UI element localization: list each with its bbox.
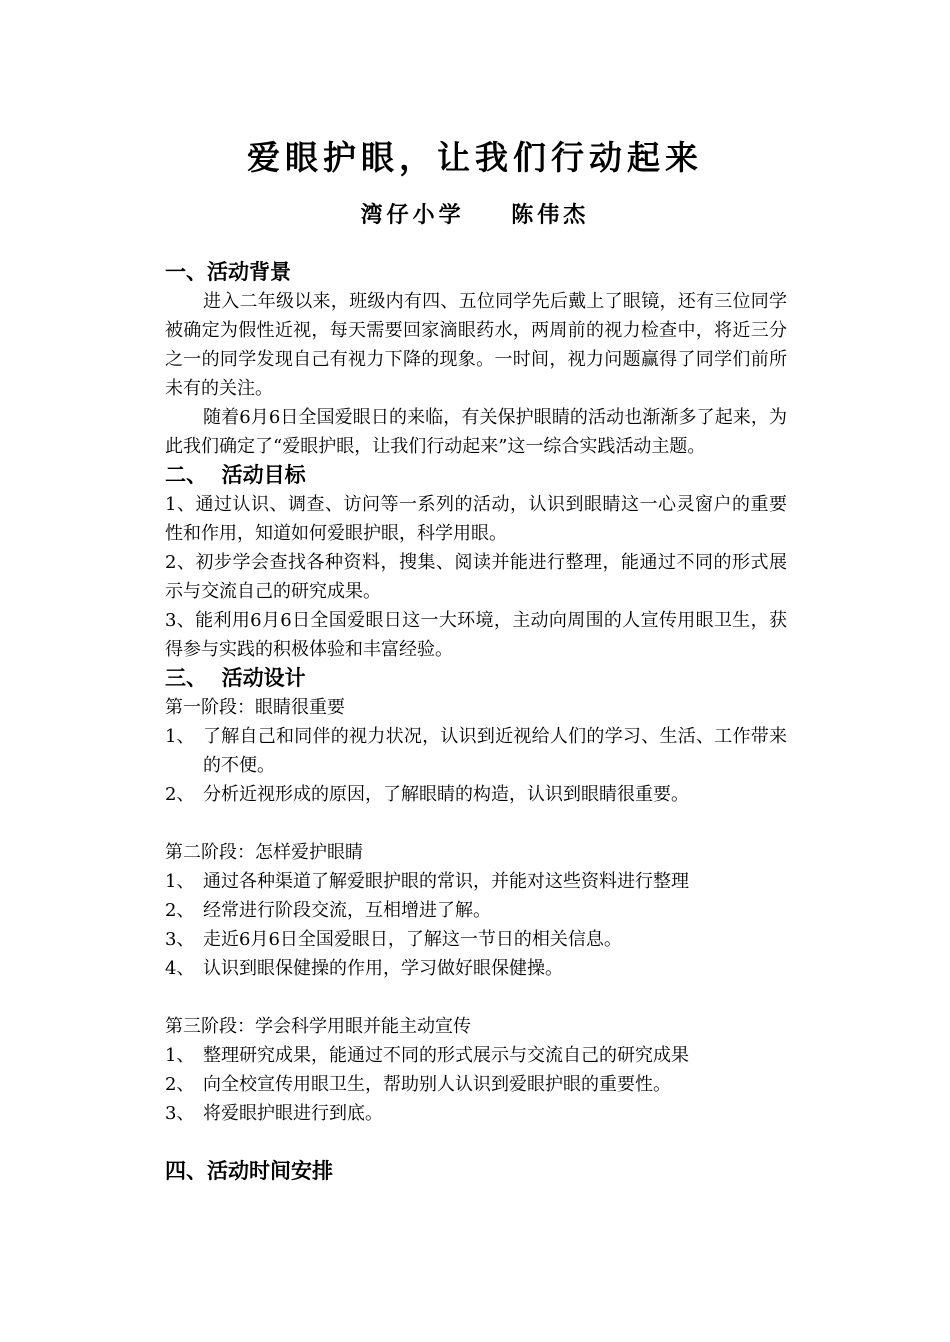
item-text: 经常进行阶段交流，互相增进了解。 <box>203 900 491 921</box>
document-title: 爱眼护眼，让我们行动起来 <box>247 138 703 177</box>
item-text: 通过各种渠道了解爱眼护眼的常识，并能对这些资料进行整理 <box>203 871 689 892</box>
list-item <box>165 780 787 809</box>
list-item <box>165 925 787 954</box>
goal-item: 2、初步学会查找各种资料，搜集、阅读并能进行整理，能通过不同的形式展示与交流自己的研究成果。 <box>165 552 787 602</box>
list-item <box>165 722 787 780</box>
item-text: 将爱眼护眼进行到底。 <box>203 1103 383 1124</box>
item-number: 2、 <box>165 784 195 805</box>
list-item <box>165 867 787 896</box>
stage-title: 第二阶段：怎样爱护眼睛 <box>165 842 363 863</box>
item-number: 2、 <box>165 900 195 921</box>
section-heading-goals: 二、 活动目标 <box>165 463 306 487</box>
paragraph: 随着6月6日全国爱眼日的来临，有关保护眼睛的活动也渐渐多了起来，为此我们确定了“爱眼护眼，让我们行动起来”这一综合实践活动主题。 <box>165 407 787 457</box>
author-line: 湾仔小学 陈伟杰 <box>360 202 590 228</box>
goal-item: 3、能利用6月6日全国爱眼日这一大环境，主动向周围的人宣传用眼卫生，获得参与实践的积极体验和丰富经验。 <box>165 610 787 660</box>
item-text: 走近6月6日全国爱眼日，了解这一节日的相关信息。 <box>203 929 622 950</box>
item-number: 3、 <box>165 929 195 950</box>
list-item <box>165 1041 787 1070</box>
item-number: 1、 <box>165 1045 195 1066</box>
item-number: 4、 <box>165 958 195 979</box>
spacer <box>165 983 787 1012</box>
spacer <box>165 809 787 838</box>
stage-title: 第三阶段：学会科学用眼并能主动宣传 <box>165 1016 471 1037</box>
item-text: 分析近视形成的原因，了解眼睛的构造，认识到眼睛很重要。 <box>203 784 689 805</box>
item-number: 1、 <box>165 726 195 747</box>
list-item <box>165 1070 787 1099</box>
paragraph: 进入二年级以来，班级内有四、五位同学先后戴上了眼镜，还有三位同学被确定为假性近视，每天需要回家滴眼药水，两周前的视力检查中，将近三分之一的同学发现自己有视力下降的现象。一时间，视力问题赢得了同学们前所未有的关注。 <box>165 291 787 399</box>
item-text: 向全校宣传用眼卫生，帮助别人认识到爱眼护眼的重要性。 <box>203 1074 671 1095</box>
section-heading-design: 三、 活动设计 <box>165 666 306 690</box>
item-text: 整理研究成果，能通过不同的形式展示与交流自己的研究成果 <box>203 1045 689 1066</box>
item-text: 认识到眼保健操的作用，学习做好眼保健操。 <box>203 958 563 979</box>
list-item <box>165 954 787 983</box>
document-body <box>165 258 787 1186</box>
list-item <box>165 1099 787 1128</box>
section-heading-background: 一、活动背景 <box>165 260 291 284</box>
item-number: 2、 <box>165 1074 195 1095</box>
goal-item: 1、通过认识、调查、访问等一系列的活动，认识到眼睛这一心灵窗户的重要性和作用，知道如何爱眼护眼，科学用眼。 <box>165 494 787 544</box>
item-text: 了解自己和同伴的视力状况，认识到近视给人们的学习、生活、工作带来的不便。 <box>203 726 787 776</box>
list-item <box>165 896 787 925</box>
section-heading-schedule: 四、活动时间安排 <box>165 1159 333 1183</box>
stage-title: 第一阶段：眼睛很重要 <box>165 697 345 718</box>
spacer <box>165 1128 787 1157</box>
item-number: 1、 <box>165 871 195 892</box>
item-number: 3、 <box>165 1103 195 1124</box>
